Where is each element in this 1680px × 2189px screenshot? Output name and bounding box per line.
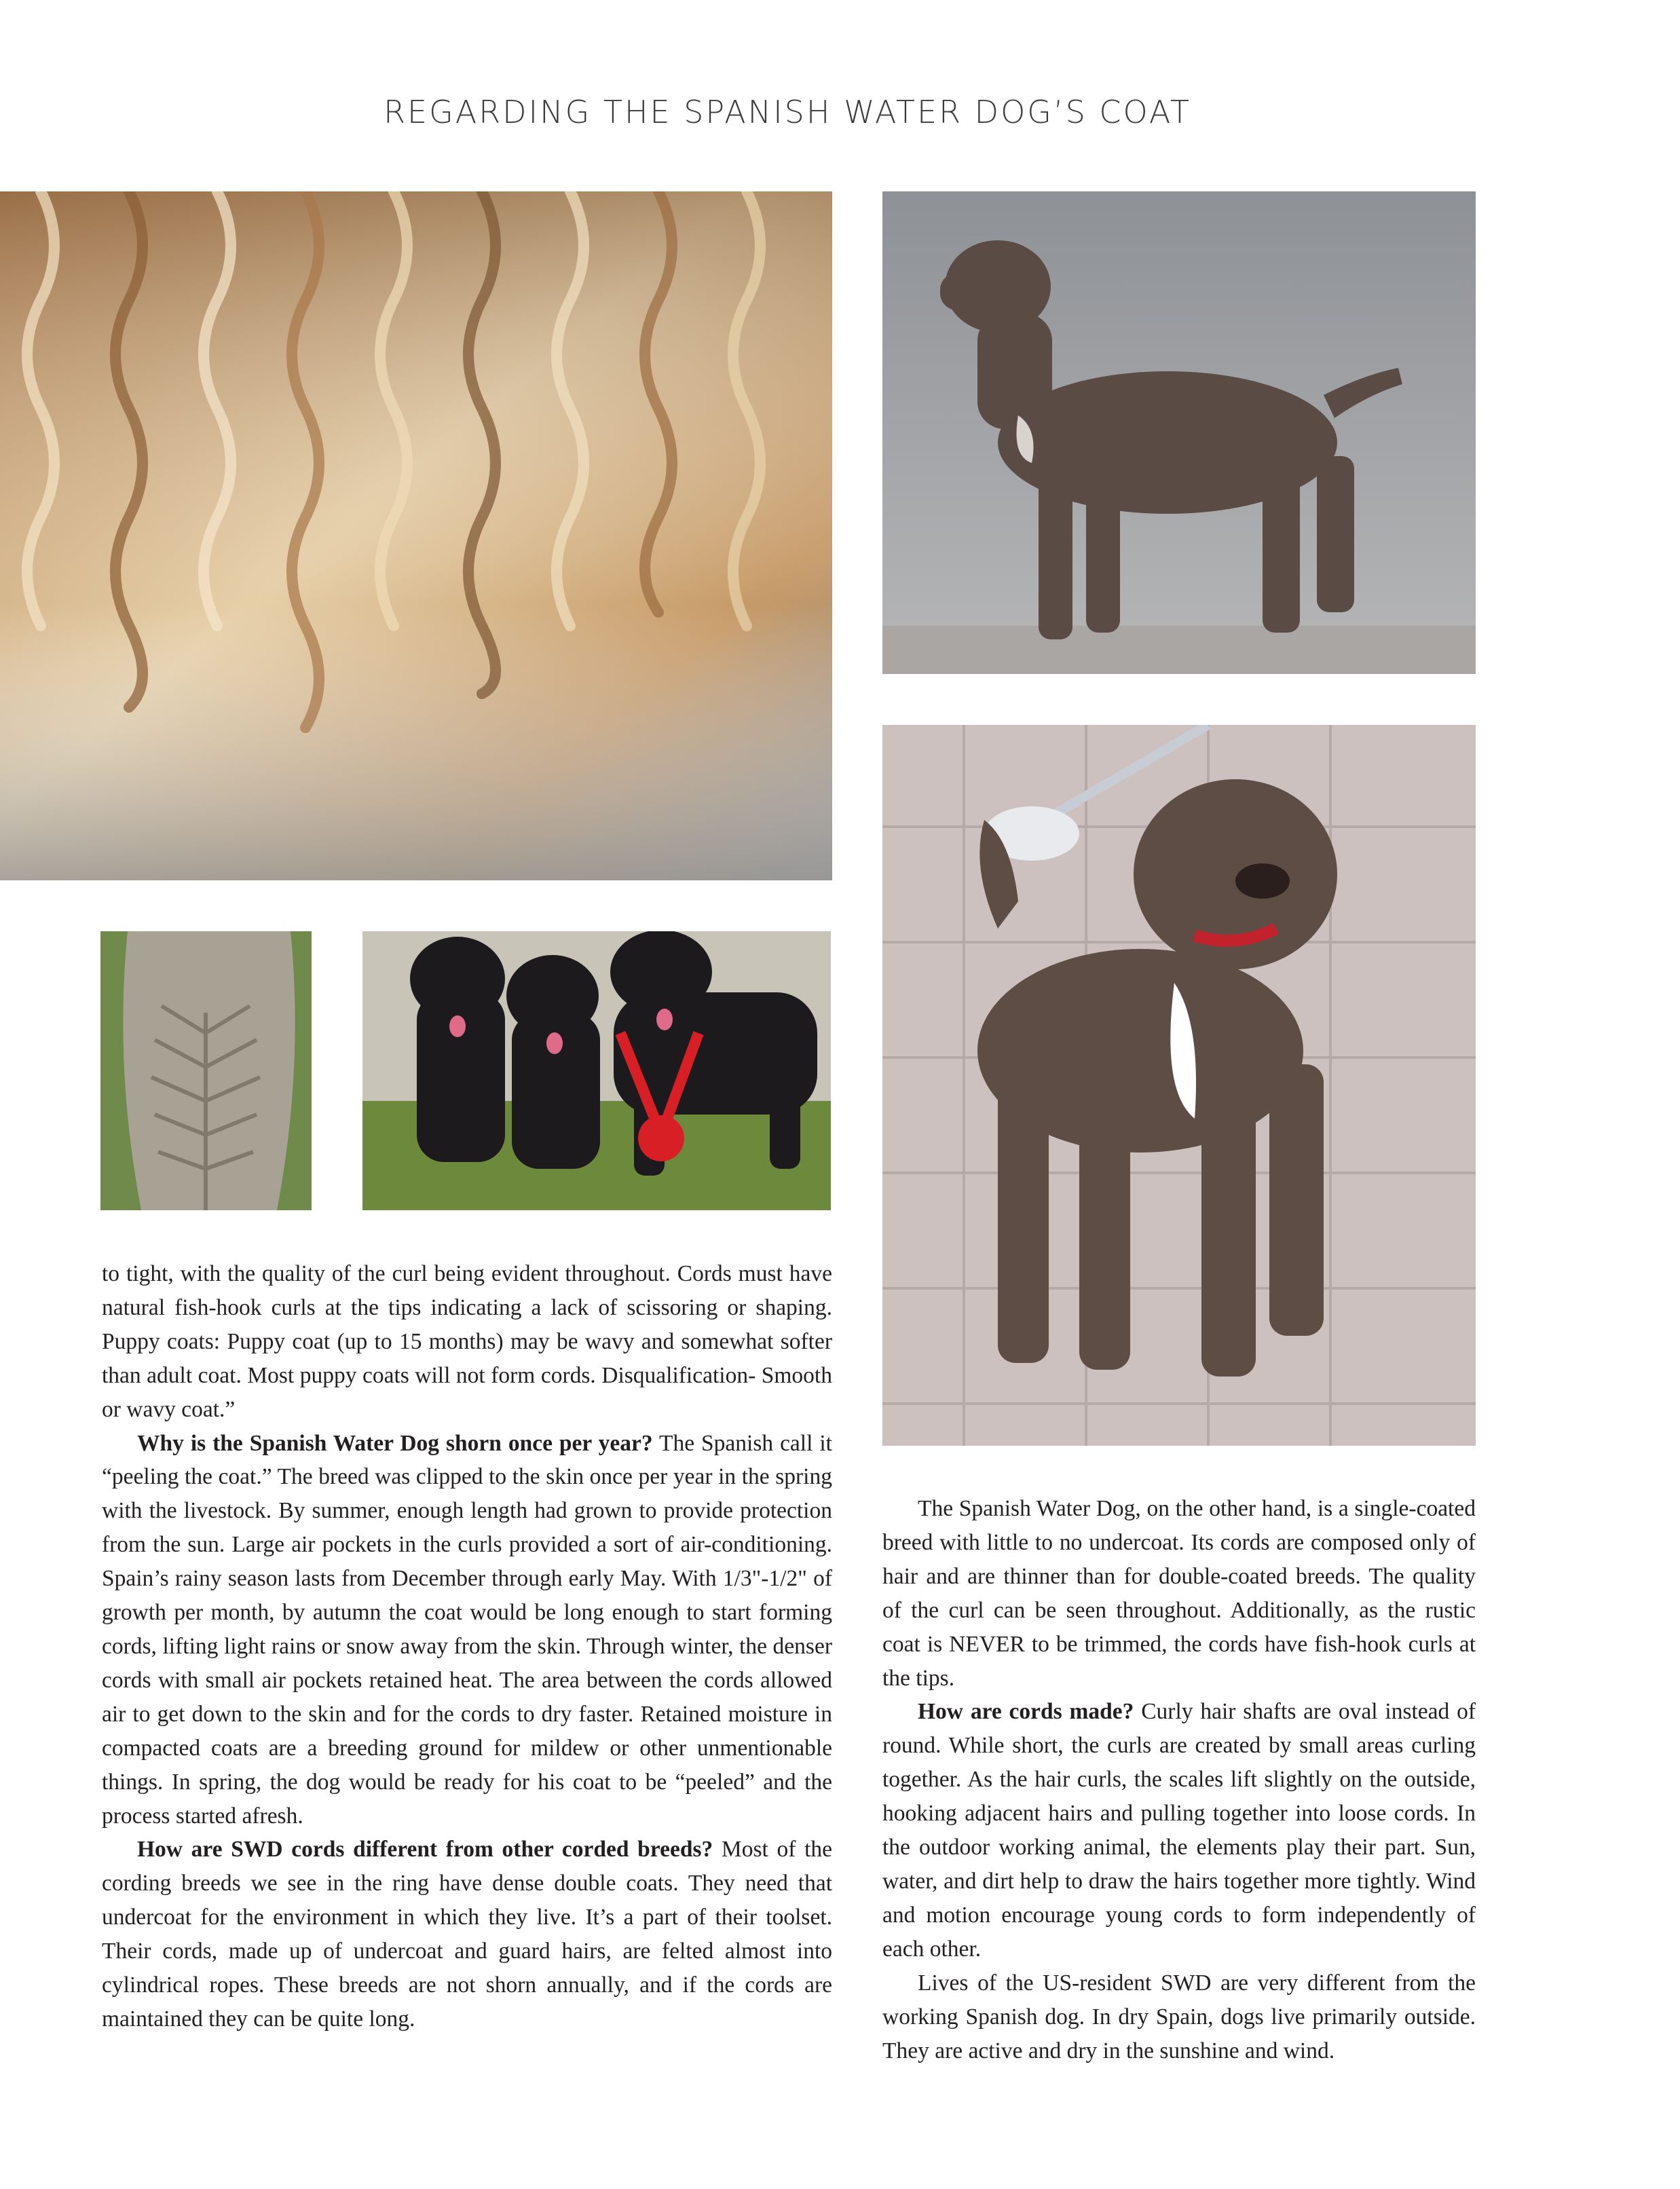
right-text-column [882, 1492, 1476, 2068]
corded-coat-closeup-photo [100, 931, 312, 1210]
dog-icon [882, 191, 1476, 674]
left-text-column [102, 1257, 832, 2036]
dogs-icon [362, 931, 831, 1210]
paragraph: How are SWD cords different from other corded breeds? Most of the cording breeds we see in the ring have dense double coats. They need that undercoat for the environment in which they live. It’s a part of their toolset. Their cords, made up of undercoat and guard hairs, are felted almost into cylindrical ropes. These breeds are not shorn annually, and if the cords are maintained they can be quite long. [102, 1837, 832, 2032]
paragraph: Lives of the US-resident SWD are very different from the working Spanish dog. In dry Spain, dogs live primarily outside. They are active and dry in the sunshine and wind. [882, 1970, 1476, 2063]
paragraph: Why is the Spanish Water Dog shorn once per year? The Spanish call it “peeling the coat.” The breed was clipped to the skin once per year in the spring with the livestock. By summer, enough length had grown to provide protection from the sun. Large air pockets in the curls provided a sort of air-conditioning. Spain’s rainy season lasts from December through early May. With 1/3"-1/2" of growth per month, by autumn the coat would be long enough to start forming cords, lifting light rains or snow away from the skin. Through winter, the denser cords with small air pockets retained heat. The area between the cords allowed air to get down to the skin and for the cords to dry faster. Retained moisture in compacted coats are a breeding ground for mildew or other unmentionable things. In spring, the dog would be ready for his coat to be “peeled” and the process started afresh. [102, 1430, 832, 1829]
paragraph: How are cords made? Curly hair shafts are oval instead of round. While short, the curls are created by small areas curling together. As the hair curls, the scales lift slightly on the outside, hooking adjacent hairs and pulling together into loose cords. In the outdoor working animal, the elements play their part. Sun, water, and dirt help to draw the hairs together more tightly. Wind and motion encourage young cords to form independently of each other. [882, 1699, 1476, 1962]
subheading: How are cords made? [918, 1699, 1134, 1725]
paragraph: to tight, with the quality of the curl being evident throughout. Cords must have natural fish-hook curls at the tips indicating a lack of scissoring or shaping. Puppy coats: Puppy coat (up to 15 months) may be wavy and somewhat softer than adult coat. Most puppy coats will not form cords. Disqualification- Smooth or wavy coat.” [102, 1261, 832, 1422]
page-header: REGARDING THE SPANISH WATER DOG’S COAT [384, 94, 1191, 130]
three-black-dogs-photo [362, 931, 831, 1210]
brown-dog-stack-photo [882, 191, 1476, 674]
curls-closeup-photo [0, 191, 832, 880]
curly-coat-icon [0, 191, 832, 880]
paragraph: The Spanish Water Dog, on the other hand, is a single-coated breed with little to no undercoat. Its cords are composed only of hair and are thinner than for double-coated breeds. The quality of the curl can be seen throughout. Additionally, as the rustic coat is NEVER to be trimmed, the cords have fish-hook curls at the tips. [882, 1496, 1476, 1691]
corded-coat-icon [100, 931, 312, 1210]
dog-icon [882, 725, 1476, 1446]
subheading: Why is the Spanish Water Dog shorn once per year? [137, 1430, 653, 1456]
brown-dog-patio-photo [882, 725, 1476, 1446]
subheading: How are SWD cords different from other corded breeds? [137, 1837, 713, 1863]
